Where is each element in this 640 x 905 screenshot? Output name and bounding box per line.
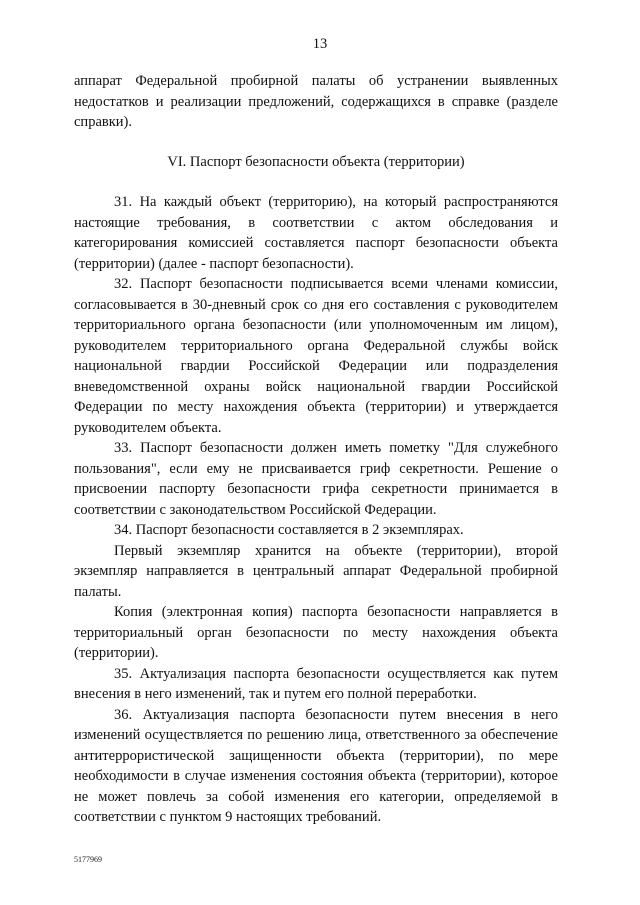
intro-paragraph-block — [74, 71, 558, 133]
section-heading-block — [74, 152, 558, 173]
paragraph-34: 34. Паспорт безопасности составляется в 2 экземплярах. — [114, 522, 464, 538]
document-code: 5177969 — [74, 855, 102, 864]
paragraph-34-electronic-copy: Копия (электронная копия) паспорта безопасности направляется в территориальный орган безопасности по месту нахождения объекта (территории). — [74, 604, 558, 661]
section-body — [74, 192, 558, 828]
paragraph-32: 32. Паспорт безопасности подписывается всеми членами комиссии, согласовывается в 30-дневный срок со дня его составления с руководителем территориального органа безопасности (или уполномоченным им лицом), руководителем территориального органа Федеральной службы войск национальной гвардии Российской Федерации или подразделения вневедомственной охраны войск национальной гвардии Российской Федерации по месту нахождения объекта (территории) и утверждается руководителем объекта. — [74, 276, 558, 436]
page-number: 13 — [312, 36, 328, 52]
section-heading: VI. Паспорт безопасности объекта (территории) — [167, 154, 465, 170]
paragraph-35: 35. Актуализация паспорта безопасности осуществляется как путем внесения в него изменений, так и путем его полной переработки. — [74, 665, 558, 702]
paragraph-31: 31. На каждый объект (территорию), на который распространяются настоящие требования, в соответствии с актом обследования и категорирования комиссией составляется паспорт безопасности объекта (территории) (далее - паспорт безопасности). — [74, 194, 558, 272]
paragraph-36: 36. Актуализация паспорта безопасности путем внесения в него изменений осуществляется по решению лица, ответственного за обеспечение антитеррористической защищенности объекта (территории), по мере необходимости в случае изменения состояния объекта (территории), которое не может повлечь за собой изменения его категории, определяемой в соответствии с пунктом 9 настоящих требований. — [74, 706, 558, 825]
intro-paragraph: аппарат Федеральной пробирной палаты об устранении выявленных недостатков и реализации предложений, содержащихся в справке (разделе справки). — [74, 73, 558, 130]
paragraph-34-first-copy: Первый экземпляр хранится на объекте (территории), второй экземпляр направляется в центральный аппарат Федеральной пробирной палаты. — [74, 542, 558, 600]
paragraph-33: 33. Паспорт безопасности должен иметь пометку "Для служебного пользования", если ему не присваивается гриф секретности. Решение о присвоении паспорту безопасности грифа секретности принимается в соответствии с законодательством Российской Федерации. — [74, 440, 558, 518]
